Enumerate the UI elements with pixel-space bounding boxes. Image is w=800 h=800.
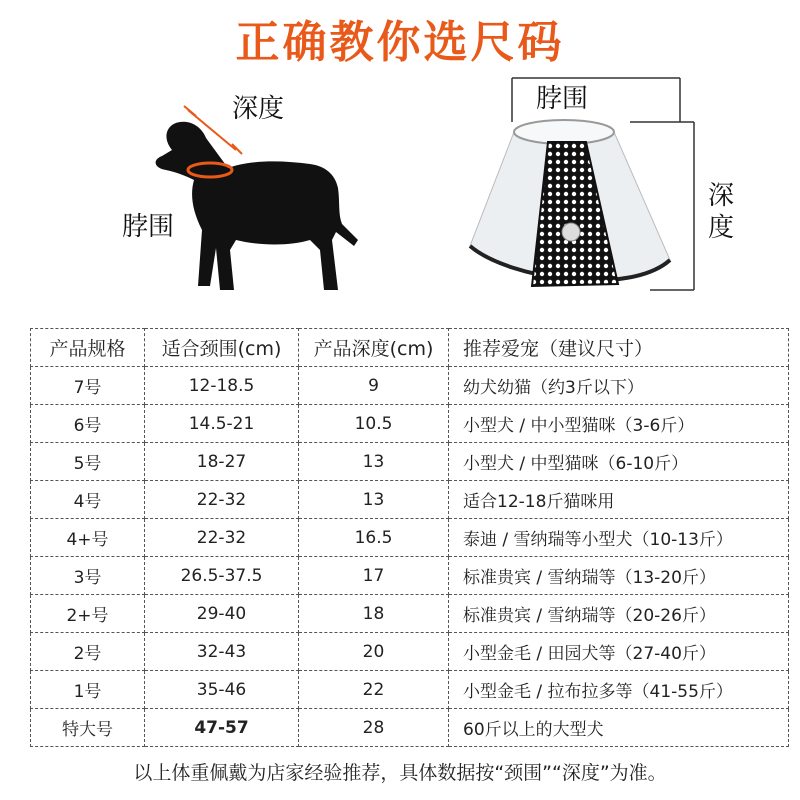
dog-depth-label: 深度: [232, 94, 285, 124]
cell-neck: 35-46: [145, 671, 299, 709]
cell-neck: 22-32: [145, 481, 299, 519]
table-row: [31, 443, 789, 481]
dog-neck-label: 脖围: [122, 212, 175, 242]
cell-depth: 9: [299, 367, 449, 405]
cell-recommend: 标准贵宾 / 雪纳瑞等（20-26斤）: [449, 595, 789, 633]
table-row: [31, 671, 789, 709]
cell-depth: 22: [299, 671, 449, 709]
cell-size: 5号: [31, 443, 145, 481]
cell-recommend: 小型金毛 / 田园犬等（27-40斤）: [449, 633, 789, 671]
illustration-area: [0, 70, 800, 320]
cell-depth: 20: [299, 633, 449, 671]
cell-neck: 29-40: [145, 595, 299, 633]
cell-depth: 13: [299, 481, 449, 519]
table-row: [31, 557, 789, 595]
cell-size: 2+号: [31, 595, 145, 633]
cell-neck: 14.5-21: [145, 405, 299, 443]
cell-depth: 28: [299, 709, 449, 747]
cell-neck: 47-57: [145, 709, 299, 747]
cell-depth: 10.5: [299, 405, 449, 443]
page-title: 正确教你选尺码: [235, 17, 565, 68]
cell-size: 6号: [31, 405, 145, 443]
cell-depth: 18: [299, 595, 449, 633]
header-recommend: 推荐爱宠（建议尺寸）: [449, 329, 789, 367]
cell-recommend: 小型金毛 / 拉布拉多等（41-55斤）: [449, 671, 789, 709]
table-row: [31, 709, 789, 747]
cell-depth: 17: [299, 557, 449, 595]
header-size: 产品规格: [31, 329, 145, 367]
table-row: [31, 633, 789, 671]
cell-size: 7号: [31, 367, 145, 405]
cell-recommend: 幼犬幼猫（约3斤以下）: [449, 367, 789, 405]
cell-recommend: 标准贵宾 / 雪纳瑞等（13-20斤）: [449, 557, 789, 595]
cell-size: 特大号: [31, 709, 145, 747]
cell-recommend: 泰迪 / 雪纳瑞等小型犬（10-13斤）: [449, 519, 789, 557]
table-header-row: [31, 329, 789, 367]
footnote: 以上体重佩戴为店家经验推荐，具体数据按“颈围”“深度”为准。: [133, 762, 667, 784]
cell-size: 1号: [31, 671, 145, 709]
cell-size: 4号: [31, 481, 145, 519]
cone-neck-label: 脖围: [536, 84, 589, 114]
cell-neck: 26.5-37.5: [145, 557, 299, 595]
header-depth: 产品深度(cm): [299, 329, 449, 367]
table-row: [31, 405, 789, 443]
cell-size: 4+号: [31, 519, 145, 557]
header-neck: 适合颈围(cm): [145, 329, 299, 367]
cell-depth: 13: [299, 443, 449, 481]
cell-size: 3号: [31, 557, 145, 595]
cone-depth-label: 深度: [708, 181, 735, 243]
cell-neck: 32-43: [145, 633, 299, 671]
cell-recommend: 适合12-18斤猫咪用: [449, 481, 789, 519]
cell-neck: 22-32: [145, 519, 299, 557]
size-table: [30, 328, 788, 747]
table-row: [31, 481, 789, 519]
cell-recommend: 60斤以上的大型犬: [449, 709, 789, 747]
cell-depth: 16.5: [299, 519, 449, 557]
table-row: [31, 367, 789, 405]
table-row: [31, 519, 789, 557]
table-row: [31, 595, 789, 633]
cell-size: 2号: [31, 633, 145, 671]
cell-recommend: 小型犬 / 中型猫咪（6-10斤）: [449, 443, 789, 481]
cell-recommend: 小型犬 / 中小型猫咪（3-6斤）: [449, 405, 789, 443]
cell-neck: 18-27: [145, 443, 299, 481]
cell-neck: 12-18.5: [145, 367, 299, 405]
